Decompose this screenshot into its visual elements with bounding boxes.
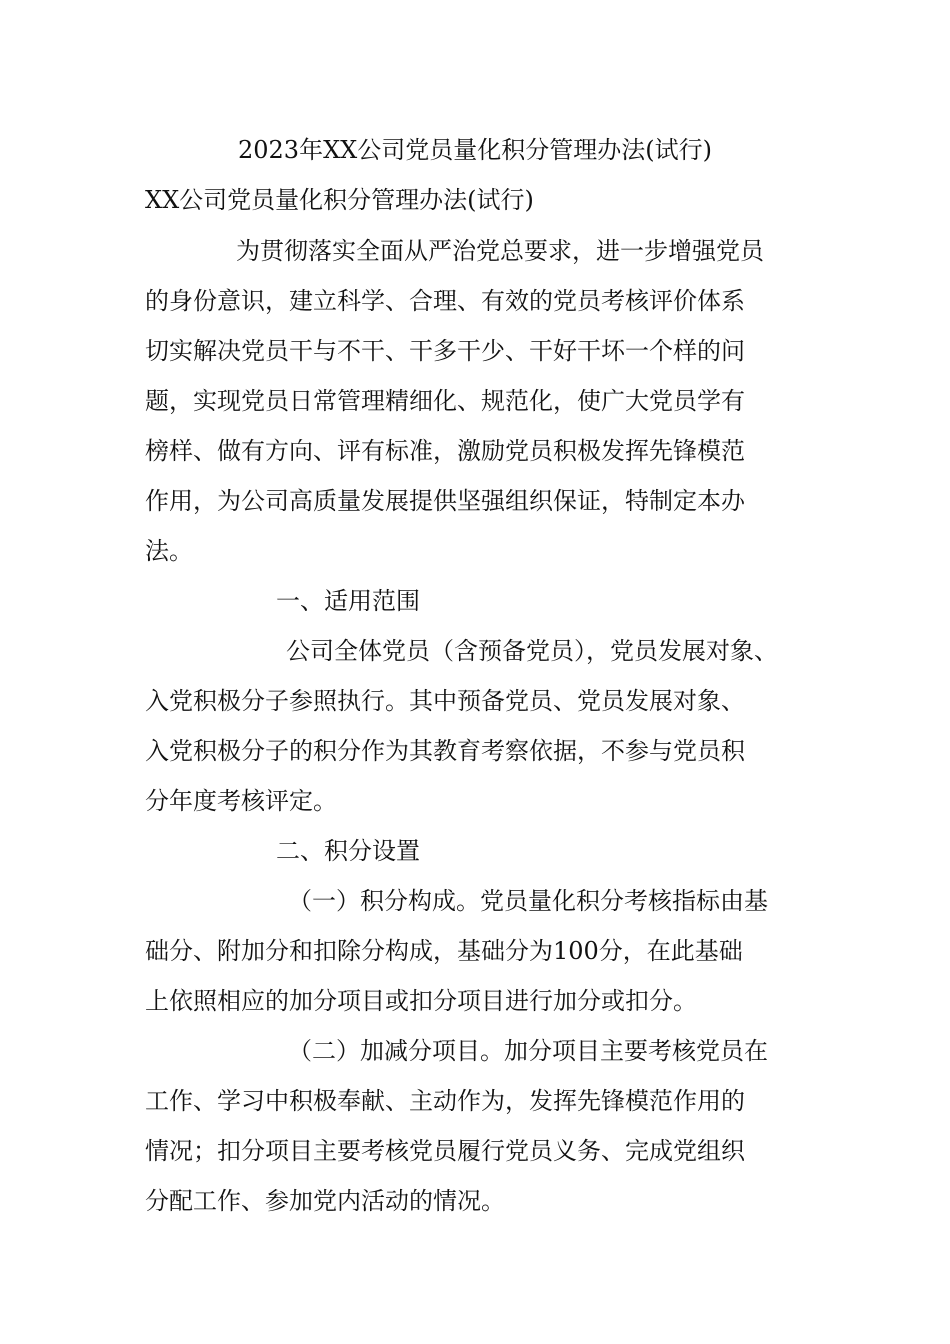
paragraph-line: 为贯彻落实全面从严治党总要求，进一步增强党员 (236, 237, 764, 265)
paragraph-line: 切实解决党员干与不干、干多干少、干好干坏一个样的问 (145, 337, 745, 365)
paragraph-line: （二）加减分项目。加分项目主要考核党员在 (288, 1037, 768, 1065)
document-subtitle: XX公司党员量化积分管理办法(试行) (145, 186, 534, 214)
paragraph-line: 作用，为公司高质量发展提供坚强组织保证，特制定本办 (145, 487, 745, 515)
paragraph-line: （一）积分构成。党员量化积分考核指标由基 (288, 887, 768, 915)
document-title: 2023年XX公司党员量化积分管理办法(试行) (238, 136, 712, 164)
section-heading: 一、适用范围 (276, 587, 420, 615)
paragraph-line: 入党积极分子参照执行。其中预备党员、党员发展对象、 (145, 687, 745, 715)
paragraph-line: 上依照相应的加分项目或扣分项目进行加分或扣分。 (145, 987, 697, 1015)
paragraph-line: 入党积极分子的积分作为其教育考察依据，不参与党员积 (145, 737, 745, 765)
paragraph-line: 分配工作、参加党内活动的情况。 (145, 1187, 505, 1215)
paragraph-line: 的身份意识，建立科学、合理、有效的党员考核评价体系 (145, 287, 745, 315)
paragraph-line: 法。 (145, 537, 193, 565)
paragraph-line: 题，实现党员日常管理精细化、规范化，使广大党员学有 (145, 387, 745, 415)
paragraph-line: 分年度考核评定。 (145, 787, 337, 815)
section-heading: 二、积分设置 (276, 837, 420, 865)
paragraph-line: 榜样、做有方向、评有标准，激励党员积极发挥先锋模范 (145, 437, 745, 465)
paragraph-line: 工作、学习中积极奉献、主动作为，发挥先锋模范作用的 (145, 1087, 745, 1115)
paragraph-line: 础分、附加分和扣除分构成，基础分为100分，在此基础 (145, 937, 743, 965)
paragraph-line: 情况；扣分项目主要考核党员履行党员义务、完成党组织 (145, 1137, 745, 1165)
paragraph-line: 公司全体党员（含预备党员），党员发展对象、 (286, 637, 778, 665)
